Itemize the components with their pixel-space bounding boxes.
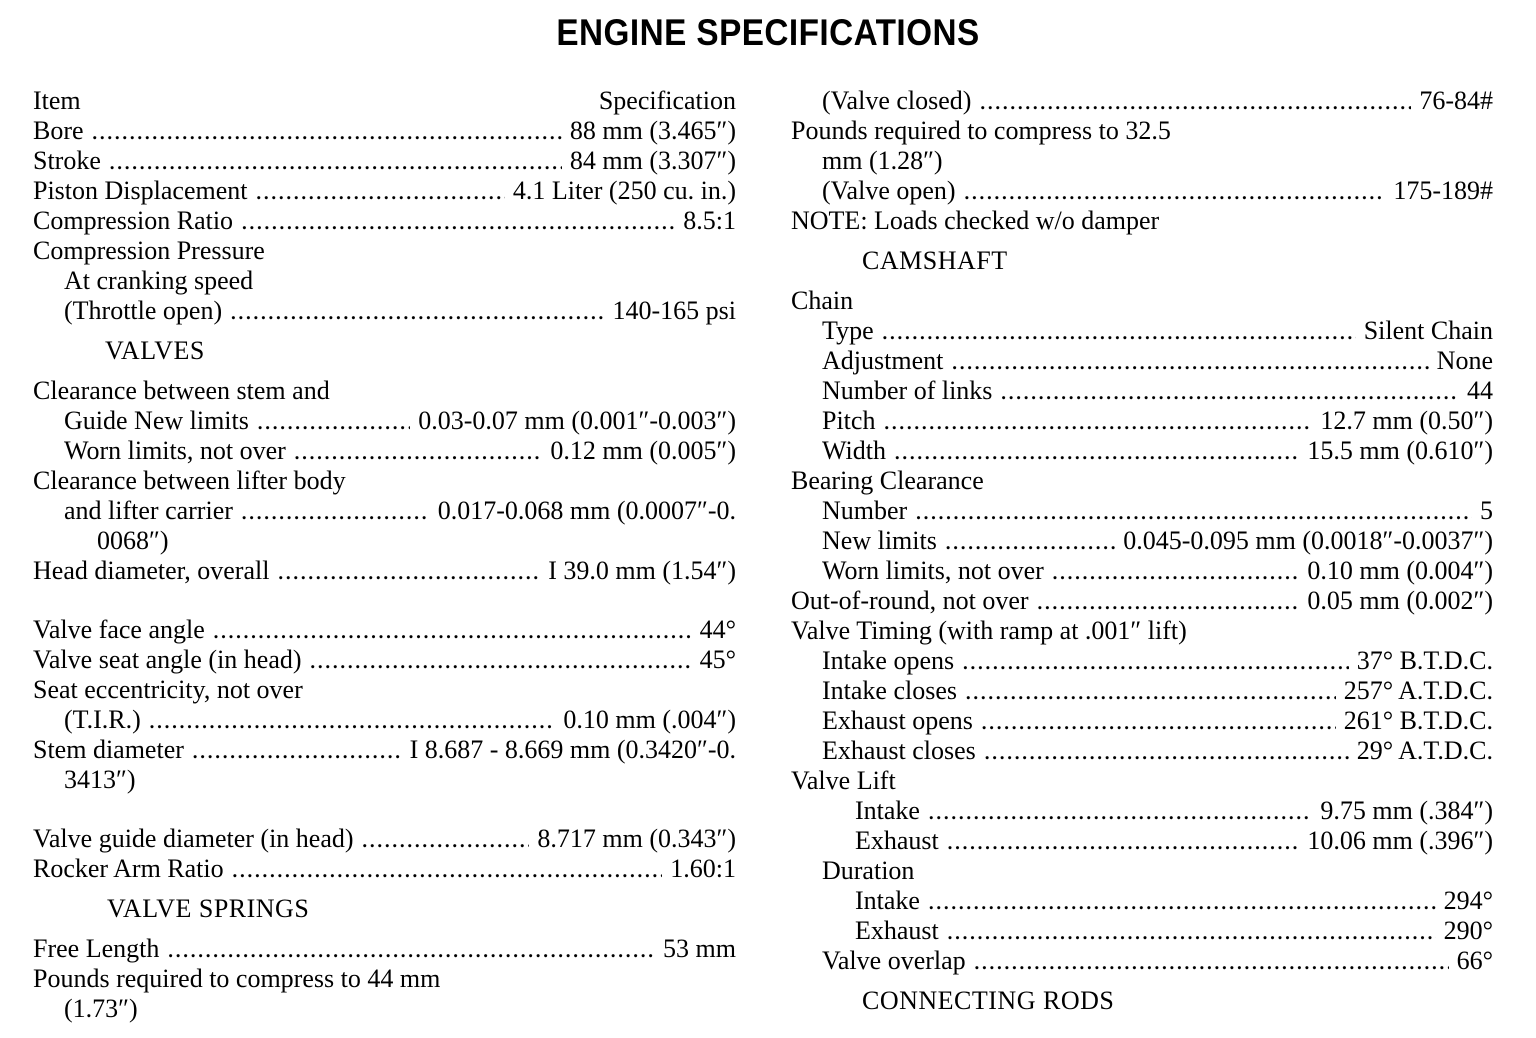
spec-value: 88 mm (3.465″) <box>569 116 736 145</box>
column-header-row <box>33 86 736 116</box>
spec-row-number-of-links <box>791 376 1493 406</box>
dot-leader <box>277 556 540 586</box>
spec-label: Worn limits, not over <box>64 436 286 465</box>
spec-row-pitch <box>791 406 1493 436</box>
spec-label: Out-of-round, not over <box>791 586 1029 615</box>
dot-leader <box>915 496 1472 526</box>
spec-text-valve-lift: Valve Lift <box>791 766 896 795</box>
spec-row-worn-limits-not-over <box>791 556 1493 586</box>
column-header-specification: Specification <box>598 86 736 115</box>
dot-leader <box>1000 376 1459 406</box>
spec-label: (Valve open) <box>822 176 956 205</box>
spec-value: 84 mm (3.307″) <box>569 146 736 175</box>
dot-leader <box>947 916 1436 946</box>
spec-value: 0.05 mm (0.002″) <box>1307 586 1493 615</box>
spec-text-duration: Duration <box>822 856 915 885</box>
spec-row-intake-closes <box>791 676 1493 706</box>
spec-text-seat-eccentricity-not-over: Seat eccentricity, not over <box>33 675 303 704</box>
spec-label: Exhaust <box>855 916 939 945</box>
spec-row-valve-closed <box>791 86 1493 116</box>
spec-row-piston-displacement <box>33 176 736 206</box>
dot-leader <box>945 526 1115 556</box>
spec-label: (T.I.R.) <box>64 705 141 734</box>
dot-leader <box>1052 556 1300 586</box>
spec-row-exhaust <box>791 916 1493 946</box>
spec-value: 257° A.T.D.C. <box>1343 676 1493 705</box>
spec-value: 140-165 psi <box>612 296 736 325</box>
spec-value: 76-84# <box>1419 86 1493 115</box>
spec-value: 45° <box>699 645 736 674</box>
spec-text-1-73: (1.73″) <box>64 994 138 1023</box>
dot-leader <box>981 706 1336 736</box>
spec-text-chain: Chain <box>791 286 854 315</box>
spec-row-intake <box>791 796 1493 826</box>
spec-value: 1.60:1 <box>670 854 736 883</box>
page-title: ENGINE SPECIFICATIONS <box>556 12 980 53</box>
spec-value: 15.5 mm (0.610″) <box>1307 436 1493 465</box>
spec-label: Valve guide diameter (in head) <box>33 824 354 853</box>
spec-value: Silent Chain <box>1363 316 1493 345</box>
spec-row-exhaust-closes <box>791 736 1493 766</box>
spec-label: Compression Ratio <box>33 206 234 235</box>
spec-text-clearance-between-stem-and: Clearance between stem and <box>33 376 330 405</box>
spec-value: 9.75 mm (.384″) <box>1320 796 1493 825</box>
dot-leader <box>894 436 1299 466</box>
spec-label: Number of links <box>822 376 993 405</box>
spec-label: Valve overlap <box>822 946 966 975</box>
dot-leader <box>979 86 1411 116</box>
left-spec-column <box>33 86 736 1024</box>
dot-leader <box>928 886 1436 916</box>
spec-label: Intake opens <box>822 646 955 675</box>
dot-leader <box>241 496 430 526</box>
dot-leader <box>255 176 504 206</box>
spec-value: 12.7 mm (0.50″) <box>1320 406 1493 435</box>
spec-row-valve-open <box>791 176 1493 206</box>
spec-row-out-of-round-not-over <box>791 586 1493 616</box>
spec-label: Piston Displacement <box>33 176 248 205</box>
dot-leader <box>947 826 1300 856</box>
dot-leader <box>883 406 1312 436</box>
spec-label: (Valve closed) <box>822 86 972 115</box>
column-header-item: Item <box>33 86 81 115</box>
spec-text-pounds-required-to-compress-to-32-5: Pounds required to compress to 32.5 <box>791 116 1171 145</box>
spec-value: 175-189# <box>1393 176 1493 205</box>
dot-leader <box>882 316 1356 346</box>
spec-row-compression-ratio <box>33 206 736 236</box>
dot-leader <box>962 646 1349 676</box>
spec-value: 10.06 mm (.396″) <box>1307 826 1493 855</box>
spec-row-valve-overlap <box>791 946 1493 976</box>
spec-row-width <box>791 436 1493 466</box>
spec-text-3413: 3413″) <box>64 765 136 794</box>
spec-text-clearance-between-lifter-body: Clearance between lifter body <box>33 466 346 495</box>
dot-leader <box>974 946 1449 976</box>
spec-label: Intake <box>855 796 920 825</box>
spec-value: 0.045-0.095 mm (0.0018″-0.0037″) <box>1123 526 1493 555</box>
dot-leader <box>232 854 663 884</box>
spec-value: None <box>1436 346 1493 375</box>
dot-leader <box>965 676 1336 706</box>
spec-label: Width <box>822 436 886 465</box>
spec-value: I 39.0 mm (1.54″) <box>548 556 736 585</box>
spec-value: 4.1 Liter (250 cu. in.) <box>512 176 736 205</box>
spec-row-exhaust-opens <box>791 706 1493 736</box>
spec-row-free-length <box>33 934 736 964</box>
spec-label: Worn limits, not over <box>822 556 1044 585</box>
spec-value: 0.10 mm (0.004″) <box>1307 556 1493 585</box>
spec-row-exhaust <box>791 826 1493 856</box>
spec-row-type <box>791 316 1493 346</box>
spec-row-intake <box>791 886 1493 916</box>
dot-leader <box>213 615 692 645</box>
dot-leader <box>951 346 1428 376</box>
dot-leader <box>362 824 530 854</box>
spec-label: Exhaust opens <box>822 706 973 735</box>
spec-label: Stem diameter <box>33 735 184 764</box>
right-spec-column <box>791 86 1493 1026</box>
spec-value: 44° <box>699 615 736 644</box>
spec-label: Intake <box>855 886 920 915</box>
spec-value: 53 mm <box>663 934 736 963</box>
spec-label: Exhaust <box>855 826 939 855</box>
spec-row-guide-new-limits <box>33 406 736 436</box>
spec-row-stem-diameter <box>33 735 736 765</box>
dot-leader <box>192 735 402 765</box>
spec-value: 0.12 mm (0.005″) <box>550 436 736 465</box>
spec-row-bore <box>33 116 736 146</box>
spec-label: Free Length <box>33 934 160 963</box>
spec-row-throttle-open <box>33 296 736 326</box>
spec-label: Adjustment <box>822 346 944 375</box>
section-heading-valves: VALVES <box>105 336 205 365</box>
spec-row-stroke <box>33 146 736 176</box>
spec-label: and lifter carrier <box>64 496 233 525</box>
dot-leader <box>230 296 604 326</box>
spec-label: Rocker Arm Ratio <box>33 854 224 883</box>
spec-value: 0.03-0.07 mm (0.001″-0.003″) <box>418 406 736 435</box>
spec-value: 37° B.T.D.C. <box>1356 646 1493 675</box>
spec-value: 66° <box>1456 946 1493 975</box>
dot-leader <box>92 116 562 146</box>
spec-row-rocker-arm-ratio <box>33 854 736 884</box>
dot-leader <box>964 176 1386 206</box>
spec-text-at-cranking-speed: At cranking speed <box>64 266 254 295</box>
spec-row-valve-seat-angle-in-head <box>33 645 736 675</box>
spec-value: 261° B.T.D.C. <box>1343 706 1493 735</box>
spec-label: Type <box>822 316 874 345</box>
spec-value: 0.017-0.068 mm (0.0007″-0. <box>437 496 736 525</box>
spec-row-worn-limits-not-over <box>33 436 736 466</box>
spec-label: New limits <box>822 526 937 555</box>
spec-row-head-diameter-overall <box>33 556 736 586</box>
spec-row-intake-opens <box>791 646 1493 676</box>
spec-label: Bore <box>33 116 84 145</box>
spec-value: 8.5:1 <box>683 206 736 235</box>
spec-value: 44 <box>1467 376 1493 405</box>
spec-label: Number <box>822 496 908 525</box>
spec-value: I 8.687 - 8.669 mm (0.3420″-0. <box>409 735 736 764</box>
spec-value: 0.10 mm (.004″) <box>563 705 736 734</box>
dot-leader <box>257 406 410 436</box>
spec-row-adjustment <box>791 346 1493 376</box>
dot-leader <box>1037 586 1300 616</box>
spec-label: Guide New limits <box>64 406 249 435</box>
spec-label: Pitch <box>822 406 876 435</box>
spec-label: Intake closes <box>822 676 958 705</box>
spec-row-and-lifter-carrier <box>33 496 736 526</box>
spec-text-0068: 0068″) <box>97 526 169 555</box>
spec-row-new-limits <box>791 526 1493 556</box>
section-heading-camshaft: CAMSHAFT <box>862 246 1008 275</box>
spec-label: Valve seat angle (in head) <box>33 645 302 674</box>
spec-value: 5 <box>1480 496 1493 525</box>
spec-text-mm-1-28: mm (1.28″) <box>822 146 943 175</box>
dot-leader <box>109 146 562 176</box>
section-heading-connecting-rods: CONNECTING RODS <box>862 986 1115 1015</box>
spec-value: 294° <box>1443 886 1493 915</box>
dot-leader <box>167 934 655 964</box>
dot-leader <box>310 645 692 675</box>
spec-text-valve-timing-with-ramp-at-001-lift: Valve Timing (with ramp at .001″ lift) <box>791 616 1187 645</box>
spec-label: Stroke <box>33 146 101 175</box>
spec-row-number <box>791 496 1493 526</box>
spec-label: Valve face angle <box>33 615 205 644</box>
spec-label: (Throttle open) <box>64 296 223 325</box>
spec-text-bearing-clearance: Bearing Clearance <box>791 466 984 495</box>
dot-leader <box>294 436 543 466</box>
spec-row-t-i-r <box>33 705 736 735</box>
dot-leader <box>984 736 1349 766</box>
spec-text-compression-pressure: Compression Pressure <box>33 236 265 265</box>
dot-leader <box>241 206 675 236</box>
spec-text-note-loads-checked-w-o-damper: NOTE: Loads checked w/o damper <box>791 206 1160 235</box>
spec-value: 29° A.T.D.C. <box>1356 736 1493 765</box>
spec-value: 290° <box>1443 916 1493 945</box>
dot-leader <box>149 705 556 735</box>
spec-row-valve-guide-diameter-in-head <box>33 824 736 854</box>
spec-row-valve-face-angle <box>33 615 736 645</box>
section-heading-valve-springs: VALVE SPRINGS <box>107 894 310 923</box>
spec-text-pounds-required-to-compress-to-44-mm: Pounds required to compress to 44 mm <box>33 964 441 993</box>
spec-label: Exhaust closes <box>822 736 976 765</box>
spec-label: Head diameter, overall <box>33 556 270 585</box>
dot-leader <box>928 796 1312 826</box>
spec-value: 8.717 mm (0.343″) <box>537 824 736 853</box>
